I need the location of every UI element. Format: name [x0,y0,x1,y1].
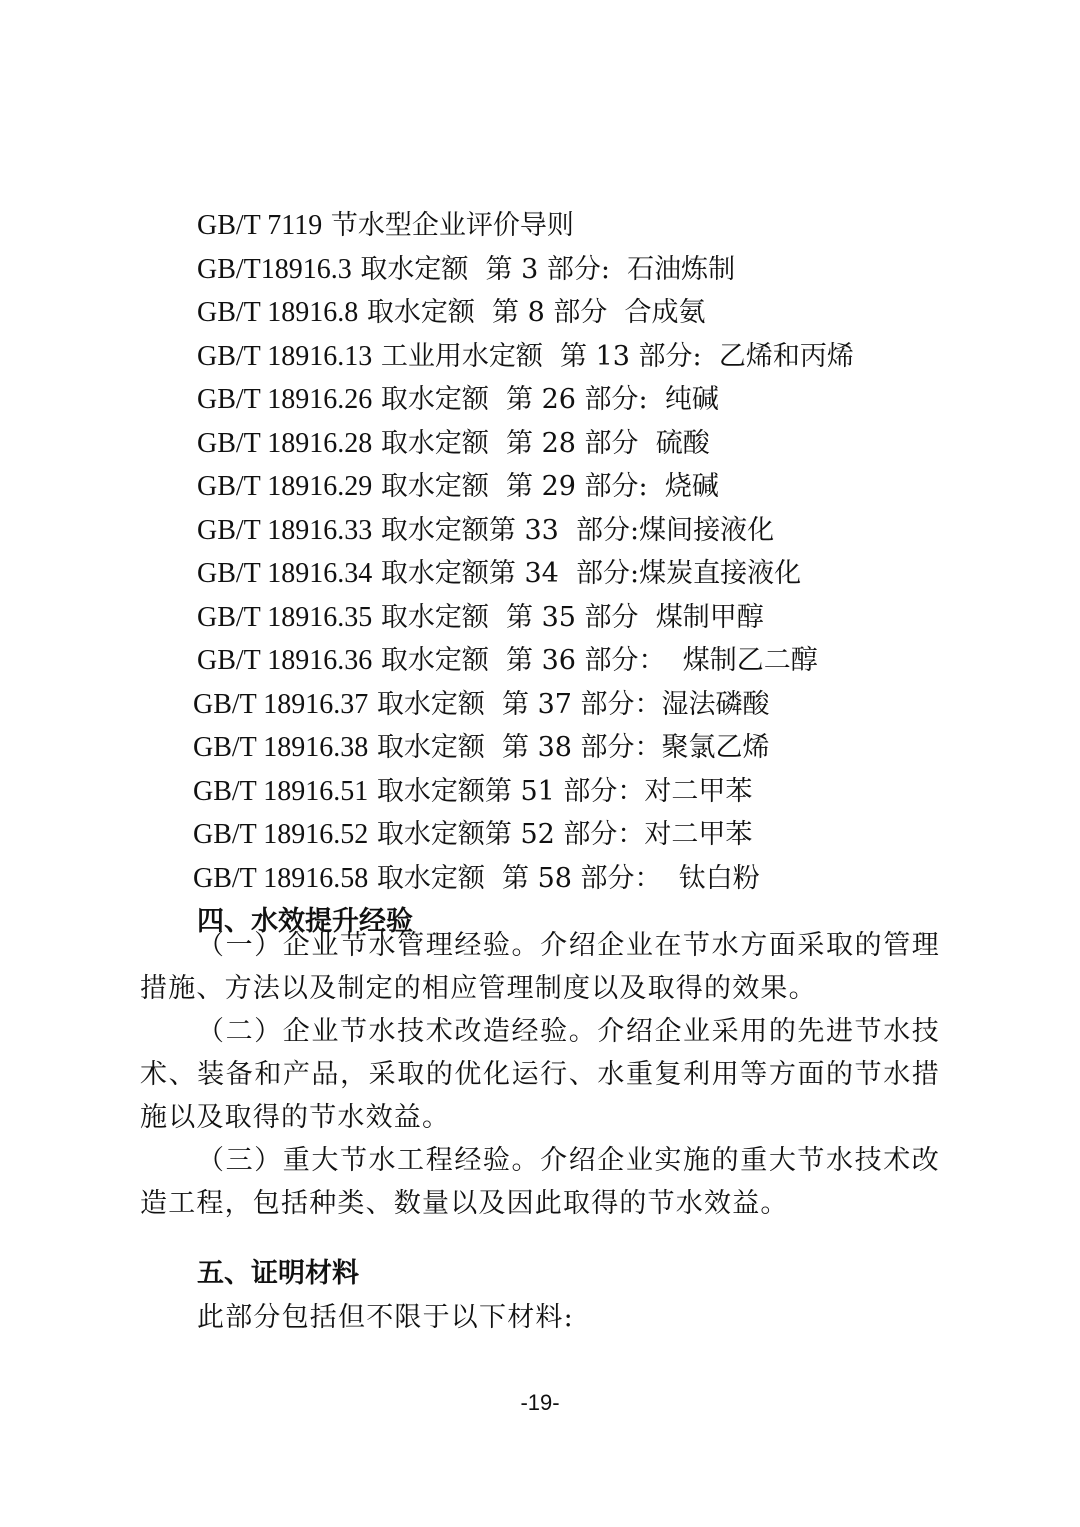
standard-code: GB/T 18916.51 [193,776,369,807]
standard-title: 取水定额第 51 部分：对二甲苯 [376,776,753,807]
standard-item [197,204,574,248]
section-heading-proof-materials: 五、证明材料 [197,1258,359,1289]
standard-title: 取水定额第 52 部分：对二甲苯 [376,819,753,850]
standard-title: 取水定额 第 37 部分：湿法磷酸 [376,689,770,720]
standard-item [197,291,706,335]
standard-title: 取水定额 第 29 部分: 烧碱 [380,471,719,502]
standard-code: GB/T 7119 [197,210,323,241]
standard-item [193,770,752,814]
standard-code: GB/T 18916.33 [197,515,373,546]
paragraph-major-projects: （三）重大节水工程经验。介绍企业实施的重大节水技术改造工程，包括种类、数量以及因此取得的节水效益。 [140,1145,940,1219]
standard-code: GB/T 18916.36 [197,645,373,676]
standard-title: 取水定额 第 36 部分： 煤制乙二醇 [380,645,818,676]
standard-item [197,639,818,683]
standard-code: GB/T 18916.52 [193,819,369,850]
standard-title: 取水定额 第 3 部分: 石油炼制 [351,254,736,285]
standard-code: GB/T 18916.29 [197,471,373,502]
standard-title: 取水定额 第 28 部分 硫酸 [380,428,710,459]
paragraph-management-experience: （一）企业节水管理经验。介绍企业在节水方面采取的管理措施、方法以及制定的相应管理制度以及取得的效果。 [140,930,940,1004]
standard-code: GB/T 18916.35 [197,602,373,633]
paragraph-technical-renovation: （二）企业节水技术改造经验。介绍企业采用的先进节水技术、装备和产品，采取的优化运行、水重复利用等方面的节水措施以及取得的节水效益。 [140,1016,940,1133]
standard-item [193,683,770,727]
proof-materials-intro: 此部分包括但不限于以下材料: [197,1302,574,1333]
standard-code: GB/T 18916.34 [197,558,373,589]
standard-item [197,552,801,596]
standard-title: 取水定额 第 58 部分： 钛白粉 [376,863,760,894]
standard-title: 取水定额第 33 部分:煤间接液化 [380,515,775,546]
standard-item [193,813,752,857]
standard-code: GB/T 18916.37 [193,689,369,720]
standard-item [193,857,760,901]
standard-code: GB/T 18916.38 [193,732,369,763]
standard-title: 取水定额 第 26 部分: 纯碱 [380,384,719,415]
standard-item [197,465,719,509]
standard-item [197,248,735,292]
standard-title: 取水定额 第 38 部分：聚氯乙烯 [376,732,770,763]
standard-title: 节水型企业评价导则 [330,210,574,241]
standard-code: GB/T 18916.13 [197,341,373,372]
standard-title: 取水定额 第 35 部分 煤制甲醇 [380,602,764,633]
standard-item [197,509,774,553]
standard-code: GB/T 18916.58 [193,863,369,894]
page-number: -19- [520,1390,560,1415]
standard-code: GB/T 18916.26 [197,384,373,415]
standard-title: 取水定额第 34 部分:煤炭直接液化 [380,558,802,589]
standard-item [197,335,854,379]
standard-title: 取水定额 第 8 部分 合成氨 [366,297,706,328]
standard-title: 工业用水定额 第 13 部分: 乙烯和丙烯 [380,341,854,372]
standard-code: GB/T 18916.28 [197,428,373,459]
standard-item [193,726,770,770]
standard-code: GB/T18916.3 [197,254,352,285]
standard-code: GB/T 18916.8 [197,297,359,328]
standard-item [197,378,719,422]
standard-item [197,596,764,640]
standard-item [197,422,710,466]
section-heading-water-efficiency: 四、水效提升经验 [197,906,413,937]
